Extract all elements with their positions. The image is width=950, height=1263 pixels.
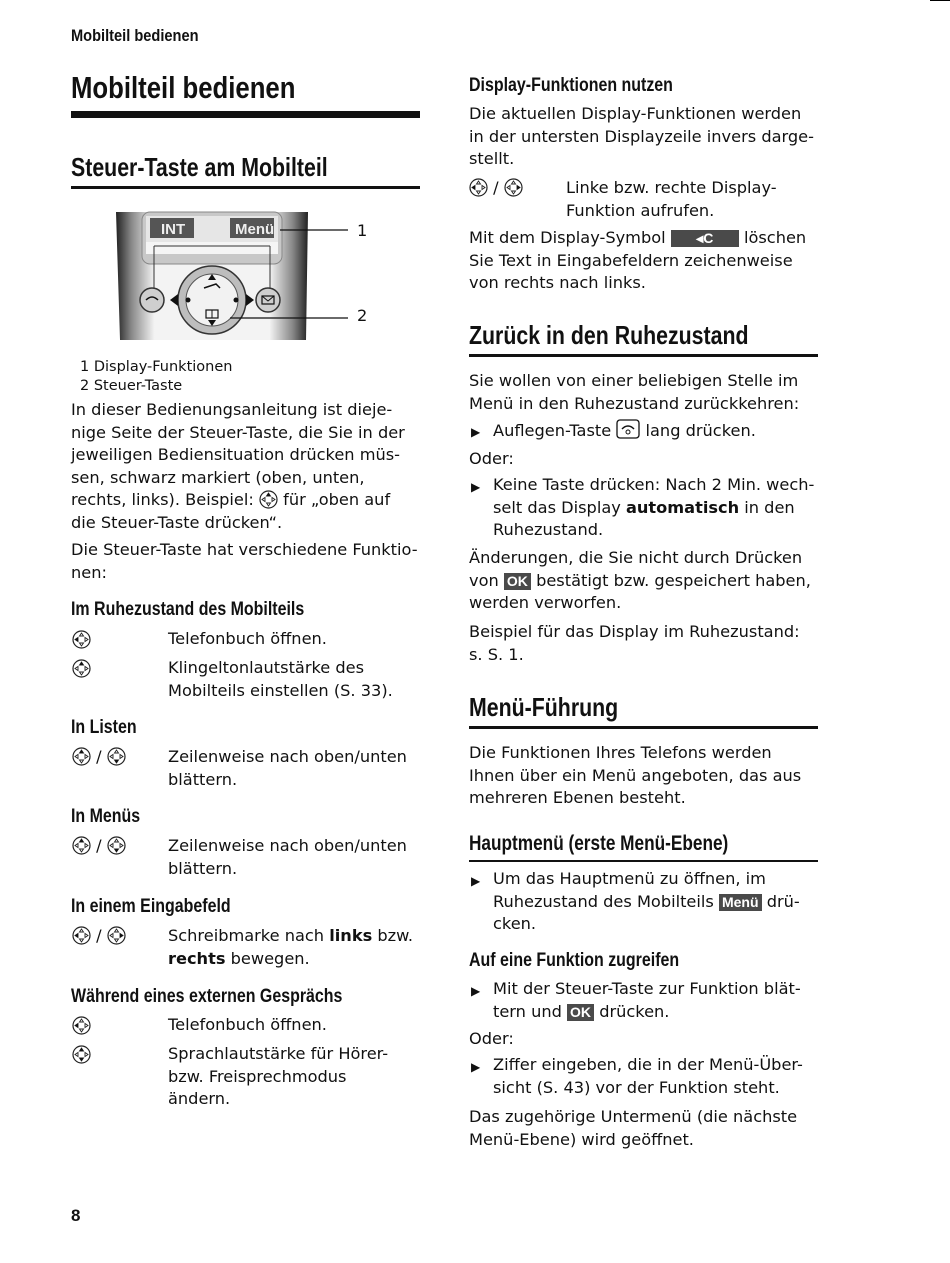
callout-2: 2: [357, 306, 368, 325]
funktion-step: Mit der Steuer-Taste zur Funktion blät- tern und OK drücken.: [493, 979, 801, 1021]
bullet-arrow-icon: ▶: [471, 984, 481, 998]
bullet-arrow-icon: ▶: [471, 425, 481, 439]
bullet-arrow-icon: ▶: [471, 480, 481, 494]
nav-down-icon: [107, 836, 126, 855]
subheading-display-funktionen: Display-Funktionen nutzen: [469, 75, 673, 96]
page-number: 8: [71, 1206, 81, 1225]
legend-item-2: 2 Steuer-Taste: [80, 378, 183, 394]
bullet-arrow-icon: ▶: [471, 874, 481, 888]
bullet-arrow-icon: ▶: [471, 1060, 481, 1074]
callout-1: 1: [357, 221, 368, 240]
menus-text: Zeilenweise nach oben/unten blättern.: [168, 836, 407, 878]
running-head: Mobilteil bedienen: [71, 26, 199, 45]
listen-text: Zeilenweise nach oben/unten blättern.: [168, 747, 407, 789]
display-keys: /: [469, 177, 523, 200]
softkey-int-label: INT: [161, 221, 186, 238]
intro-paragraph: In dieser Bedienungsanleitung ist dieje- nige Seite der Steuer-Taste, die Sie in der jeweiligen Bediensituation drücken müs- sen, schwarz markiert (oben, unten, rechts, links). Beispiel: für „oben auf die Steuer-Taste drücken“.: [71, 400, 405, 532]
nav-right-icon: [504, 178, 523, 197]
auflegen-step: Auflegen-Taste lang drücken.: [493, 421, 756, 440]
menu-intro: Die Funktionen Ihres Telefons werden Ihnen über ein Menü angeboten, das aus mehreren Ebenen besteht.: [469, 743, 802, 807]
figure-legend: [80, 358, 232, 396]
hauptmenue-step: Um das Hauptmenü zu öffnen, im Ruhezustand des Mobilteils Menü drü- cken.: [493, 869, 800, 933]
subheading-hauptmenue: Hauptmenü (erste Menü-Ebene): [469, 832, 729, 855]
ok-key: OK: [504, 573, 531, 590]
page-title: Mobilteil bedienen: [71, 70, 296, 105]
eingabe-text: Schreibmarke nach links bzw. rechts bewegen.: [168, 926, 414, 968]
gespraech-item-2: Sprachlautstärke für Hörer- bzw. Freisprechmodus ändern.: [168, 1044, 389, 1108]
display-paragraph: Die aktuellen Display-Funktionen werden in der untersten Displayzeile invers darge- stellt.: [469, 104, 814, 168]
oder-1: Oder:: [469, 449, 514, 468]
menus-keys: /: [72, 835, 126, 858]
subheading-eingabefeld: In einem Eingabefeld: [71, 896, 231, 917]
aenderungen-paragraph: Änderungen, die Sie nicht durch Drücken von OK bestätigt bzw. gespeichert haben, werden verworfen.: [469, 548, 811, 612]
subheading-funktion: Auf eine Funktion zugreifen: [469, 950, 680, 971]
oder-2: Oder:: [469, 1029, 514, 1048]
ruhe-item-2: Klingeltonlautstärke des Mobilteils einstellen (S. 33).: [168, 658, 393, 700]
legend-item-1: 1 Display-Funktionen: [80, 359, 233, 375]
corner-crop-mark: [930, 0, 950, 1]
nav-left-icon: [72, 1016, 91, 1035]
beispiel-paragraph: Beispiel für das Display im Ruhezustand: s. S. 1.: [469, 622, 800, 664]
title-rule: [71, 111, 420, 118]
section-heading-menu-fuehrung: Menü-Führung: [469, 692, 619, 722]
untermenue-paragraph: Das zugehörige Untermenü (die nächste Menü-Ebene) wird geöffnet.: [469, 1107, 798, 1149]
subheading-ruhezustand: Im Ruhezustand des Mobilteils: [71, 599, 305, 620]
talk-key: [140, 288, 164, 312]
nav-up-icon: [72, 836, 91, 855]
menu-softkey: Menü: [719, 894, 762, 911]
eingabe-keys: /: [72, 925, 126, 948]
section-rule: [469, 726, 818, 729]
keine-taste-step: Keine Taste drücken: Nach 2 Min. wech- selt das Display automatisch in den Ruhezustand.: [493, 475, 815, 539]
subheading-gespraech: Während eines externen Gesprächs: [71, 986, 343, 1007]
section-rule: [71, 186, 420, 189]
section-rule: [469, 354, 818, 357]
section-heading-ruhezustand: Zurück in den Ruhezustand: [469, 320, 749, 350]
functions-paragraph: Die Steuer-Taste hat verschiedene Funktio- nen:: [71, 540, 418, 582]
ok-key: OK: [567, 1004, 594, 1021]
nav-down-icon: [107, 747, 126, 766]
softkey-menu-label: Menü: [235, 221, 275, 238]
section-heading-steuer-taste: Steuer-Taste am Mobilteil: [71, 152, 328, 182]
listen-keys: /: [72, 746, 126, 769]
ruhe-intro: Sie wollen von einer beliebigen Stelle im Menü in den Ruhezustand zurückkehren:: [469, 371, 800, 413]
nav-up-icon: [259, 490, 278, 509]
nav-left-icon: [469, 178, 488, 197]
delete-symbol-key: ◂C: [671, 230, 739, 247]
nav-left-icon: [72, 630, 91, 649]
end-call-key-icon: [616, 419, 640, 439]
display-keys-text: Linke bzw. rechte Display- Funktion aufrufen.: [566, 178, 777, 220]
gespraech-item-1: Telefonbuch öffnen.: [168, 1015, 327, 1034]
nav-up-icon: [72, 747, 91, 766]
nav-up-icon: [72, 659, 91, 678]
ruhe-item-1: Telefonbuch öffnen.: [168, 629, 327, 648]
ziffer-step: Ziffer eingeben, die in der Menü-Über- sicht (S. 43) vor der Funktion steht.: [493, 1055, 803, 1097]
nav-left-icon: [72, 926, 91, 945]
nav-updown-icon: [72, 1045, 91, 1064]
nav-right-icon: [107, 926, 126, 945]
subheading-listen: In Listen: [71, 717, 137, 738]
subheading-menus: In Menüs: [71, 806, 141, 827]
subsection-rule: [469, 860, 818, 862]
symbol-paragraph: Mit dem Display-Symbol ◂C löschen Sie Text in Eingabefeldern zeichenweise von rechts nach links.: [469, 228, 807, 292]
message-key: [256, 288, 280, 312]
